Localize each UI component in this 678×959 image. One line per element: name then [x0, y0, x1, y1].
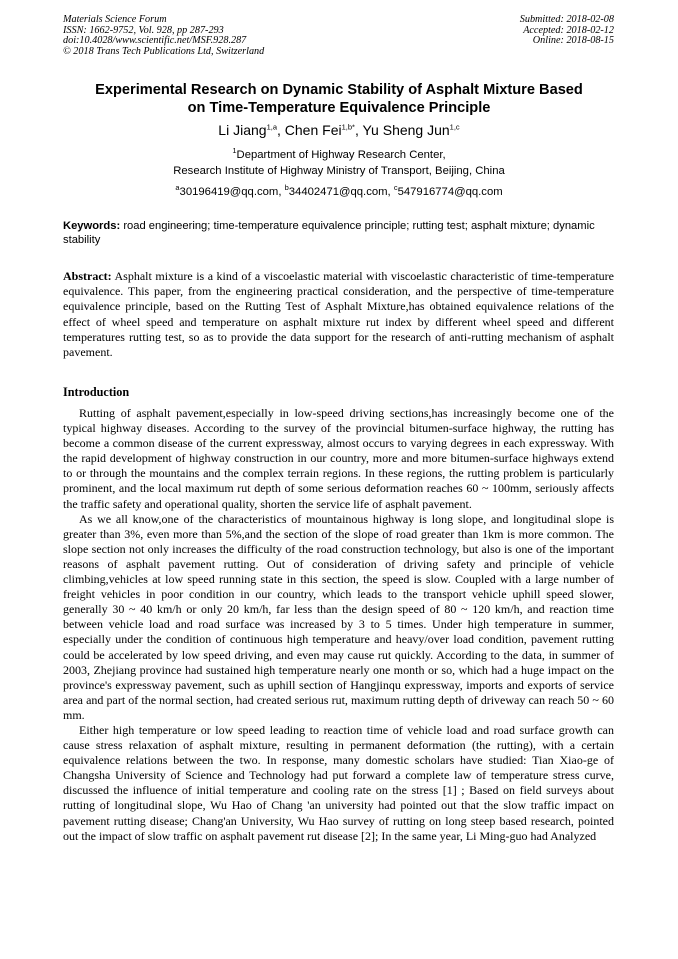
paragraph: Rutting of asphalt pavement,especially in low-speed driving sections,has increasingly become one of the typical highway diseases. According to the survey of the provincial bitumen-surface highway, the rutting has become a common disease of the current expressway, almost occurs to varying degrees in each expressway. With the rapid development of highway construction in our country, more and more bitumen-surface highways extend to or through the mountains and the complex terrain regions. In these regions, the rutting problem is particularly prominent, and the local maximum rut depth of some serious deformation reaches 60 ~ 100mm, seriously affects the traffic safety and operational quality, shorten the service life of asphalt pavement. [63, 406, 614, 511]
email-link[interactable]: 34402471@qq.com [288, 186, 388, 198]
email-list: $^a$30196419@qq.com, $^b$34402471@qq.com, $^c$547916774@qq.com [175, 183, 503, 198]
journal-info [63, 15, 264, 57]
submitted-date: Submitted: 2018-02-08 [519, 14, 614, 25]
author-sup: 1,c [449, 122, 460, 132]
email-sup: c [393, 183, 398, 193]
introduction-body [63, 406, 614, 844]
issn-line: ISSN: 1662-9752, Vol. 928, pp 287-293 [63, 24, 224, 36]
doi-line: doi:10.4028/www.scientific.net/MSF.928.287 [63, 35, 247, 47]
email-sup: b [284, 183, 289, 193]
paragraph: As we all know,one of the characteristics of mountainous highway is long slope, and longitudinal slope is greater than 3%, even more than 5%,and the section of the slope of road greater than 1km is more common. The slope section not only increases the difficulty of the road construction technology, but also is one of the important reasons of asphalt pavement rutting. Out of consideration of driving safety and principle of vehicle climbing,vehicles at low speed running state in this section, the speed is slow. Coupled with a large number of freight vehicles in poor condition in our country, which leads to the transport vehicle uphill speed slower, generally 30 ~ 40 km/h or only 20 km/h, far less than the design speed of 80 ~ 120 km/h, and reaction time between vehicle load and road surface was increased by 3 to 5 times. Under high temperature in summer, especially under the condition of continuous high temperature and heavy/over load condition, pavement rutting could be accelerated by low speed driving, and even may cause rut quickly. According to the data, in summer of 2003, Zhejiang province had sustained high temperature nearly one month or so, which had a huge impact on the province's expressway pavement, such as uphill section of Hangjinqu expressway, imports and exports of service area and part of the normal section, had created serious rut, maximum rutting depth of driveway can reach 50 ~ 60 mm. [63, 511, 614, 722]
email-sup: a [175, 183, 180, 193]
journal-name: Materials Science Forum [63, 14, 167, 25]
abstract [63, 269, 614, 360]
author-name: Chen Fei [284, 122, 342, 138]
author-sup: 1,b* [341, 122, 355, 132]
paragraph: Either high temperature or low speed leading to reaction time of vehicle load and road surface growth can cause stress relaxation of asphalt mixture, resulting in permanent deformation (the rutting), with a certain equivalence relations between the two. In response, many domestic scholars have studied: Tian Xiao-ge of Changsha University of Science and Technology had put forward a complete law of temperature stress curve, discussed the influence of initial temperature and cooling rate on the stress [1] ; Based on field surveys about rutting of longitudinal slope, Wu Hao of Chang 'an university had pointed out that the slow traffic impact on pavement rutting disease; Chang'an University, Wu Hao survey of rutting on long steep based research, pointed out the impact of slow traffic on asphalt pavement rut disease [2]; In the same year, Li Ming-guo had Analyzed [63, 722, 614, 843]
affiliation-line-2: Research Institute of Highway Ministry of Transport, Beijing, China [173, 164, 505, 177]
abstract-text: Asphalt mixture is a kind of a viscoelastic material with viscoelastic characteristic of time-temperature equivalence. This paper, from the engineering practical consideration, and the perspective of time-temperature equivalence principle, based on the Rutting Test of Asphalt Mixture,has obtained equivalence relations of the effect of wheel speed and temperature on asphalt mixture rut index by different wheel speed and different temperatures rutting test, so as to provide the data support for the research of anti-rutting mechanism of asphalt pavement. [63, 269, 614, 360]
title-line-2: on Time-Temperature Equivalence Principle [187, 99, 491, 116]
keywords-text: road engineering; time-temperature equivalence principle; rutting test; asphalt mixture; dynamic stability [63, 220, 595, 247]
keywords [63, 219, 616, 247]
abstract-label: Abstract: [63, 269, 112, 283]
author-name: Yu Sheng Jun [362, 122, 450, 138]
author-list: Li Jiang$^{1,a}$, Chen Fei$^{1,b*}$, Yu Sheng Jun$^{1,c}$ [218, 122, 460, 138]
author-sup: 1,a [266, 122, 277, 132]
affiliation [40, 148, 638, 179]
affiliation-sup: 1 [232, 146, 237, 156]
online-date: Online: 2018-08-15 [532, 35, 614, 47]
copyright-line: © 2018 Trans Tech Publications Ltd, Switzerland [63, 45, 265, 57]
paper-title [40, 82, 638, 117]
section-heading-introduction: Introduction [63, 385, 130, 399]
title-line-1: Experimental Research on Dynamic Stability of Asphalt Mixture Based [95, 82, 583, 98]
accepted-date: Accepted: 2018-02-12 [523, 24, 614, 36]
author-name: Li Jiang [218, 122, 267, 138]
affiliation-line-1: Department of Highway Research Center, [236, 149, 446, 161]
dates-info [520, 15, 614, 47]
email-link[interactable]: 547916774@qq.com [397, 186, 503, 198]
keywords-label: Keywords: [63, 220, 121, 232]
email-link[interactable]: 30196419@qq.com [179, 186, 279, 198]
